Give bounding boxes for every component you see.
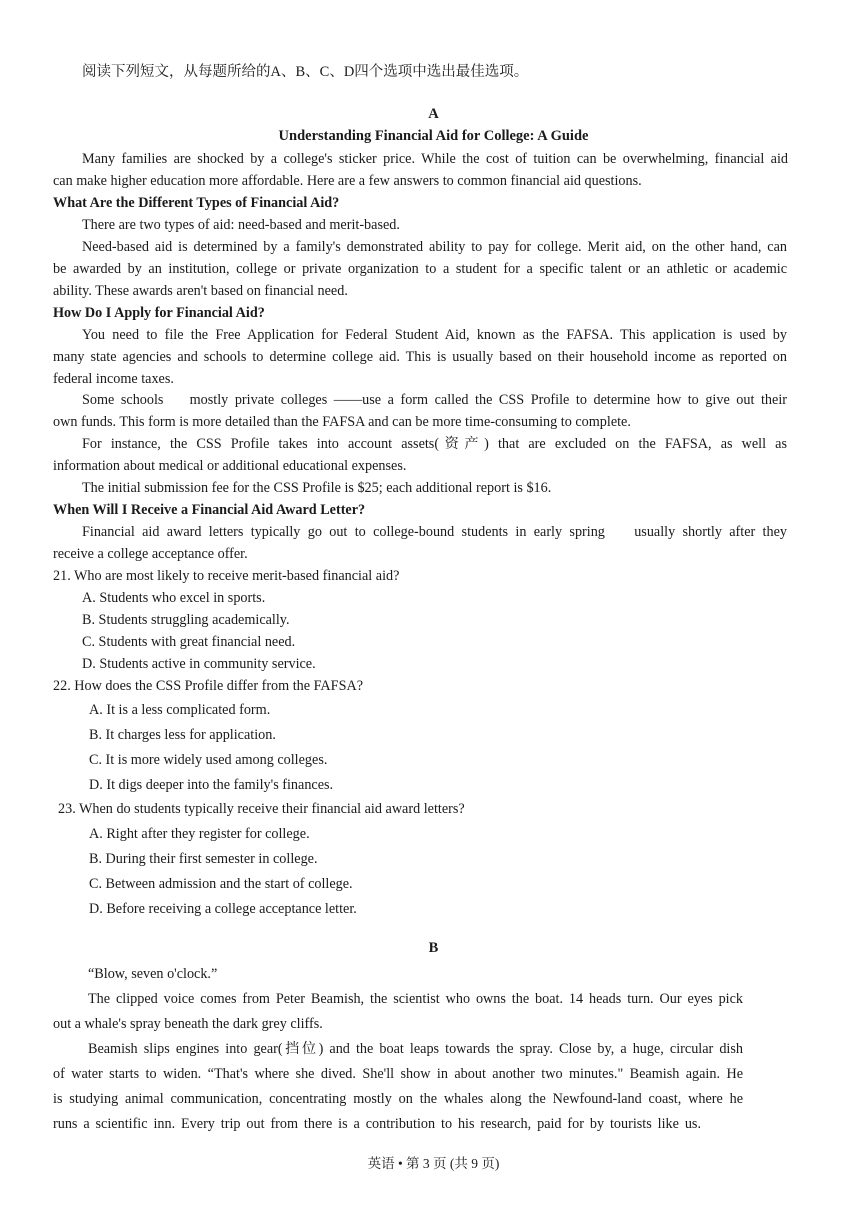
question-23-option-b: B. During their first semester in college. xyxy=(89,851,318,867)
page-footer: 英语 • 第 3 页 (共 9 页) xyxy=(367,1156,500,1171)
passage-line: ability. These awards aren't based on financial need. xyxy=(53,283,348,299)
instructions: 阅读下列短文，从每题所给的A、B、C、D四个选项中选出最佳选项。 xyxy=(82,64,529,80)
question-21-stem: 21. Who are most likely to receive merit-based financial aid? xyxy=(53,568,400,584)
question-22-option-a: A. It is a less complicated form. xyxy=(89,702,271,718)
section-a-label: A xyxy=(428,106,439,122)
passage-line: many state agencies and schools to determine college aid. This is usually based on their household income as reported on xyxy=(53,349,787,365)
passage-line: Many families are shocked by a college's sticker price. While the cost of tuition can be overwhelming, financial aid xyxy=(82,151,788,167)
passage-line: Need-based aid is determined by a family's demonstrated ability to pay for college. Merit aid, on the other hand, can xyxy=(82,239,787,255)
question-22-option-c: C. It is more widely used among colleges. xyxy=(89,752,328,768)
passage-b-line: “Blow, seven o'clock.” xyxy=(88,966,218,982)
question-21-option-c: C. Students with great financial need. xyxy=(82,634,296,650)
passage-line: federal income taxes. xyxy=(53,371,174,387)
section-b-label: B xyxy=(428,940,439,956)
passage-line: Financial aid award letters typically go out to college-bound students in early spring usually shortly after they xyxy=(82,524,787,540)
passage-line: information about medical or additional educational expenses. xyxy=(53,458,407,474)
passage-heading: When Will I Receive a Financial Aid Award Letter? xyxy=(53,502,366,518)
passage-line: own funds. This form is more detailed than the FAFSA and can be more time-consuming to complete. xyxy=(53,414,631,430)
passage-line: The initial submission fee for the CSS Profile is $25; each additional report is $16. xyxy=(82,480,552,496)
question-23-stem: 23. When do students typically receive their financial aid award letters? xyxy=(58,801,465,817)
passage-b-line: out a whale's spray beneath the dark grey cliffs. xyxy=(53,1016,323,1032)
passage-b-line: of water starts to widen. “That's where she dived. She'll show in about another two minutes." Beamish again. He xyxy=(53,1066,743,1082)
passage-line: You need to file the Free Application for Federal Student Aid, known as the FAFSA. This application is used by xyxy=(82,327,787,343)
passage-line: receive a college acceptance offer. xyxy=(53,546,248,562)
question-22-option-d: D. It digs deeper into the family's finances. xyxy=(89,777,334,793)
question-22-stem: 22. How does the CSS Profile differ from the FAFSA? xyxy=(53,678,364,694)
question-21-option-a: A. Students who excel in sports. xyxy=(82,590,266,606)
passage-line: be awarded by an institution, college or private organization to a student for a specific talent or an athletic or academic xyxy=(53,261,787,277)
passage-line: Some schools mostly private colleges ——use a form called the CSS Profile to determine how to give out their xyxy=(82,392,787,408)
question-21-option-b: B. Students struggling academically. xyxy=(82,612,290,628)
passage-heading: What Are the Different Types of Financial Aid? xyxy=(53,195,340,211)
passage-b-line: runs a scientific inn. Every trip out from there is a contribution to his research, paid for by tourists like us. xyxy=(53,1116,701,1132)
passage-b-line: Beamish slips engines into gear(挡位) and the boat leaps towards the spray. Close by, a huge, circular dish xyxy=(88,1041,743,1057)
question-23-option-a: A. Right after they register for college. xyxy=(89,826,310,842)
question-21-option-d: D. Students active in community service. xyxy=(82,656,316,672)
question-23-option-c: C. Between admission and the start of college. xyxy=(89,876,353,892)
passage-line: There are two types of aid: need-based and merit-based. xyxy=(82,217,400,233)
section-a-title: Understanding Financial Aid for College: A Guide xyxy=(278,128,589,144)
passage-line: For instance, the CSS Profile takes into account assets(资产) that are excluded on the FAFSA, as well as xyxy=(82,436,787,452)
passage-b-line: The clipped voice comes from Peter Beamish, the scientist who owns the boat. 14 heads turn. Our eyes pick xyxy=(88,991,743,1007)
passage-b-line: is studying animal communication, concentrating mostly on the whales along the Newfound-land coast, where he xyxy=(53,1091,743,1107)
question-22-option-b: B. It charges less for application. xyxy=(89,727,276,743)
passage-heading: How Do I Apply for Financial Aid? xyxy=(53,305,265,321)
passage-line: can make higher education more affordable. Here are a few answers to common financial aid questions. xyxy=(53,173,642,189)
question-23-option-d: D. Before receiving a college acceptance letter. xyxy=(89,901,357,917)
